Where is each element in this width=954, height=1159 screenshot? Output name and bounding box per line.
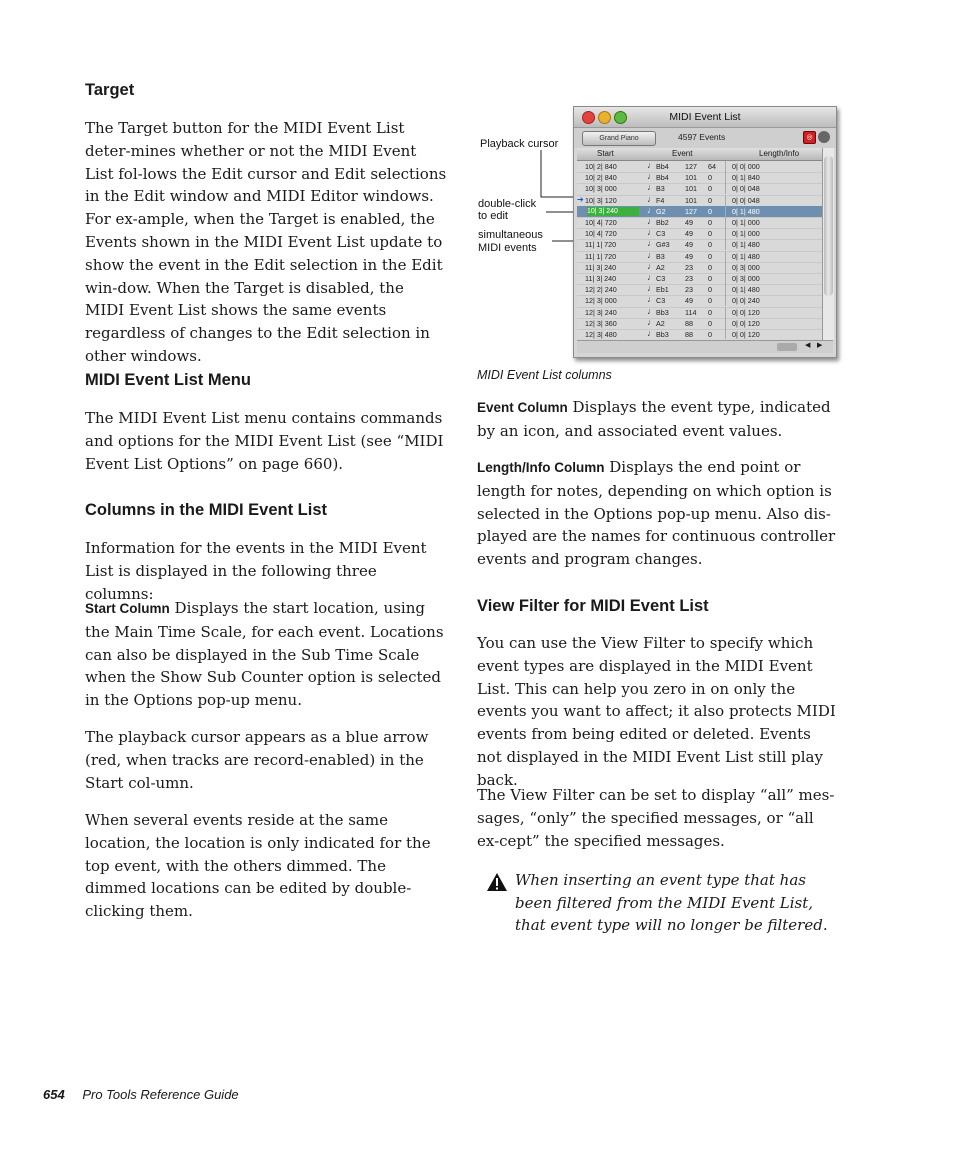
velocity-cell: 49 — [685, 218, 693, 227]
velocity-cell: 101 — [685, 184, 697, 194]
note-name-cell: Eb1 — [656, 285, 669, 295]
column-divider — [725, 217, 726, 228]
start-cell: 11| 3| 240 — [585, 262, 617, 272]
event-column-label: Event Column — [477, 400, 568, 415]
target-button[interactable]: ◎ — [803, 131, 816, 144]
off-velocity-cell: 0 — [708, 195, 712, 205]
heading-columns: Columns in the MIDI Event List — [85, 501, 328, 519]
header-event[interactable]: Event — [672, 149, 693, 158]
note-name-cell: Bb4 — [656, 173, 669, 183]
column-divider — [725, 307, 726, 318]
length-column-label: Length/Info Column — [477, 460, 605, 475]
start-cell: 12| 3| 240 — [585, 307, 617, 317]
start-cell: 10| 3| 120 — [585, 195, 617, 205]
off-velocity-cell: 0 — [708, 262, 712, 272]
column-divider — [725, 206, 726, 217]
callout-simultaneous-1: simultaneous — [478, 229, 543, 241]
guide-title: Pro Tools Reference Guide — [82, 1087, 239, 1102]
velocity-cell: 114 — [685, 307, 697, 317]
off-velocity-cell: 0 — [708, 330, 712, 339]
page-number: 654 — [43, 1087, 65, 1102]
heading-midi-event-list-menu: MIDI Event List Menu — [85, 371, 251, 389]
length-cell: 0| 0| 000 — [732, 162, 760, 171]
callout-playback-cursor: Playback cursor — [480, 138, 559, 150]
window-titlebar — [574, 107, 836, 128]
warning-text: When inserting an event type that has been filtered from the MIDI Event List, that event type will no longer be filtered. — [515, 871, 828, 934]
column-headers — [577, 148, 822, 161]
column-divider — [725, 161, 726, 172]
note-event-icon: ♩ — [647, 182, 656, 193]
note-name-cell: B3 — [656, 251, 665, 261]
column-divider — [725, 183, 726, 194]
heading-view-filter: View Filter for MIDI Event List — [477, 597, 709, 615]
column-divider — [725, 172, 726, 183]
length-cell: 0| 1| 840 — [732, 173, 760, 183]
velocity-cell: 88 — [685, 330, 693, 339]
header-length-info[interactable]: Length/Info — [759, 149, 800, 158]
note-event-icon: ♩ — [647, 238, 656, 249]
length-cell: 0| 0| 240 — [732, 296, 760, 306]
length-cell: 0| 1| 000 — [732, 218, 760, 227]
note-event-icon: ♩ — [647, 283, 656, 294]
event-count: 4597 Events — [678, 132, 726, 142]
note-event-icon: ♩ — [647, 316, 656, 327]
start-cell: 10| 4| 720 — [585, 229, 617, 239]
length-cell: 0| 0| 120 — [732, 318, 760, 328]
table-row[interactable] — [577, 329, 822, 339]
callout-simultaneous-2: MIDI events — [478, 242, 537, 254]
off-velocity-cell: 0 — [708, 318, 712, 328]
note-event-icon: ♩ — [647, 328, 656, 338]
column-divider — [725, 239, 726, 250]
velocity-cell: 49 — [685, 251, 693, 261]
note-event-icon: ♩ — [647, 249, 656, 260]
warning-icon — [486, 872, 508, 896]
length-cell: 0| 3| 000 — [732, 262, 760, 272]
start-cell: 11| 1| 720 — [585, 240, 617, 250]
note-name-cell: A2 — [656, 262, 665, 272]
note-event-icon: ♩ — [647, 171, 656, 182]
paragraph-length-column — [477, 456, 837, 571]
off-velocity-cell: 0 — [708, 285, 712, 295]
note-event-icon: ♩ — [647, 294, 656, 305]
paragraph-columns: Information for the events in the MIDI Event List is displayed in the following three columns: — [85, 539, 427, 603]
callout-double-click-1: double-click — [478, 198, 537, 210]
off-velocity-cell: 64 — [708, 162, 716, 171]
length-cell: 0| 1| 480 — [732, 251, 760, 261]
length-cell: 0| 0| 120 — [732, 330, 760, 339]
velocity-cell: 127 — [685, 206, 697, 216]
start-cell: 12| 3| 000 — [585, 296, 617, 306]
header-start[interactable]: Start — [597, 149, 614, 158]
velocity-cell: 23 — [685, 285, 693, 295]
column-divider — [725, 329, 726, 339]
start-cell: 10| 2| 840 — [585, 173, 617, 183]
off-velocity-cell: 0 — [708, 173, 712, 183]
note-event-icon: ♩ — [647, 227, 656, 238]
note-event-icon: ♩ — [647, 305, 656, 316]
length-cell: 0| 1| 480 — [732, 285, 760, 295]
note-name-cell: B3 — [656, 184, 665, 194]
length-cell: 0| 0| 120 — [732, 307, 760, 317]
paragraph-event-column — [477, 396, 837, 443]
start-cell: 10| 4| 720 — [585, 218, 617, 227]
off-velocity-cell: 0 — [708, 184, 712, 194]
note-event-icon: ♩ — [647, 193, 656, 204]
column-divider — [725, 195, 726, 206]
velocity-cell: 23 — [685, 274, 693, 283]
length-cell: 0| 1| 480 — [732, 240, 760, 250]
off-velocity-cell: 0 — [708, 251, 712, 261]
window-toolbar — [574, 128, 836, 148]
length-cell: 0| 1| 000 — [732, 229, 760, 239]
start-column-text: Displays the start location, using the Main Time Scale, for each event. Locations can also be displayed in the Sub Time Scale when the Show Sub Counter option is selected in the Options pop-up menu. — [85, 599, 444, 710]
length-column-text: Displays the end point or length for notes, depending on which option is selected in the Options pop-up menu. Also dis-played are the names for continuous controller events and program changes. — [477, 458, 836, 569]
paragraph-several-events: When several events reside at the same location, the location is only indicated for the top event, with the others dimmed. The dimmed locations can be edited by double-clicking them. — [85, 811, 431, 921]
off-velocity-cell: 0 — [708, 218, 712, 227]
note-name-cell: C3 — [656, 296, 666, 306]
off-velocity-cell: 0 — [708, 240, 712, 250]
paragraph-playback: The playback cursor appears as a blue arrow (red, when tracks are record-enabled) in the Start col-umn. — [85, 728, 429, 792]
scroll-left-arrow-icon[interactable]: ◀ — [805, 342, 811, 349]
start-cell: 11| 3| 240 — [585, 274, 617, 283]
note-event-icon: ♩ — [647, 260, 656, 271]
start-cell: 12| 2| 240 — [585, 285, 617, 295]
instrument-button[interactable]: Grand Piano — [582, 131, 656, 146]
column-divider — [725, 251, 726, 262]
length-cell: 0| 0| 048 — [732, 195, 760, 205]
column-divider — [725, 262, 726, 273]
event-column-text: Displays the event type, indicated by an icon, and associated event values. — [477, 398, 831, 440]
length-cell: 0| 0| 048 — [732, 184, 760, 194]
note-name-cell: Bb3 — [656, 330, 669, 339]
column-divider — [725, 295, 726, 306]
off-velocity-cell: 0 — [708, 296, 712, 306]
start-cell: 11| 1| 720 — [585, 251, 617, 261]
paragraph-menu: The MIDI Event List menu contains commands and options for the MIDI Event List (see “MIDI Event List Options” on page 660). — [85, 409, 444, 473]
start-column-label: Start Column — [85, 601, 170, 616]
heading-target: Target — [85, 81, 135, 99]
scroll-right-arrow-icon[interactable]: ▶ — [817, 342, 823, 349]
column-divider — [725, 284, 726, 295]
window-title: MIDI Event List — [669, 111, 741, 123]
figure-caption: MIDI Event List columns — [477, 368, 612, 382]
velocity-cell: 88 — [685, 318, 693, 328]
horizontal-scroll-thumb[interactable] — [777, 343, 797, 351]
velocity-cell: 49 — [685, 229, 693, 239]
paragraph-target: The Target button for the MIDI Event List deter-mines whether or not the MIDI Event List fol-lows the Edit cursor and Edit selections in the Edit window and MIDI Editor windows. For ex-ample, when the Target is enabled, the Events shown in the MIDI Event List update to show the event in the Edit selection in the Edit win-dow. When the Target is disabled, the MIDI Event List shows the same events regardless of changes to the Edit selection in other windows. — [85, 119, 447, 365]
off-velocity-cell: 0 — [708, 206, 712, 216]
note-name-cell: G#3 — [656, 240, 670, 250]
vertical-scrollbar[interactable] — [822, 148, 834, 340]
note-event-icon: ♩ — [647, 216, 656, 226]
note-event-icon: ♩ — [647, 272, 656, 282]
note-name-cell: Bb4 — [656, 162, 669, 171]
playback-cursor-arrow-icon: ➔ — [577, 194, 584, 204]
off-velocity-cell: 0 — [708, 307, 712, 317]
velocity-cell: 127 — [685, 162, 697, 171]
callout-double-click-2: to edit — [478, 210, 508, 222]
options-menu-button[interactable] — [818, 131, 830, 143]
event-rows — [577, 161, 822, 339]
note-name-cell: G2 — [656, 206, 666, 216]
start-cell: 10| 2| 840 — [585, 162, 617, 171]
note-name-cell: C3 — [656, 274, 666, 283]
paragraph-view-filter-1: You can use the View Filter to specify which event types are displayed in the MIDI Event List. This can help you zero in on only the events you want to affect; it also protects MIDI events from being edited or deleted. Events not displayed in the MIDI Event List still play back. — [477, 634, 836, 789]
note-event-icon: ♩ — [647, 161, 656, 170]
off-velocity-cell: 0 — [708, 274, 712, 283]
length-cell: 0| 3| 000 — [732, 274, 760, 283]
start-cell: 10| 3| 000 — [585, 184, 617, 194]
start-edit-field[interactable]: 10| 3| 240 — [587, 207, 639, 216]
note-name-cell: Bb3 — [656, 307, 669, 317]
start-cell: 12| 3| 360 — [585, 318, 617, 328]
column-divider — [725, 273, 726, 284]
note-name-cell: Bb2 — [656, 218, 669, 227]
scroll-thumb[interactable] — [824, 156, 833, 296]
length-cell: 0| 1| 480 — [732, 206, 760, 216]
start-cell: 12| 3| 480 — [585, 330, 617, 339]
column-divider — [725, 318, 726, 329]
note-name-cell: C3 — [656, 229, 666, 239]
velocity-cell: 101 — [685, 195, 697, 205]
bottom-bar — [577, 340, 833, 353]
note-event-icon: ♩ — [647, 204, 656, 215]
off-velocity-cell: 0 — [708, 229, 712, 239]
velocity-cell: 101 — [685, 173, 697, 183]
page-footer — [43, 1087, 239, 1102]
note-name-cell: A2 — [656, 318, 665, 328]
velocity-cell: 49 — [685, 296, 693, 306]
velocity-cell: 23 — [685, 262, 693, 272]
velocity-cell: 49 — [685, 240, 693, 250]
column-divider — [725, 228, 726, 239]
note-name-cell: F4 — [656, 195, 665, 205]
midi-event-list-window — [573, 106, 837, 358]
paragraph-view-filter-2: The View Filter can be set to display “all” mes-sages, “only” the specified messages, or “all ex-cept” the specified messages. — [477, 786, 835, 850]
